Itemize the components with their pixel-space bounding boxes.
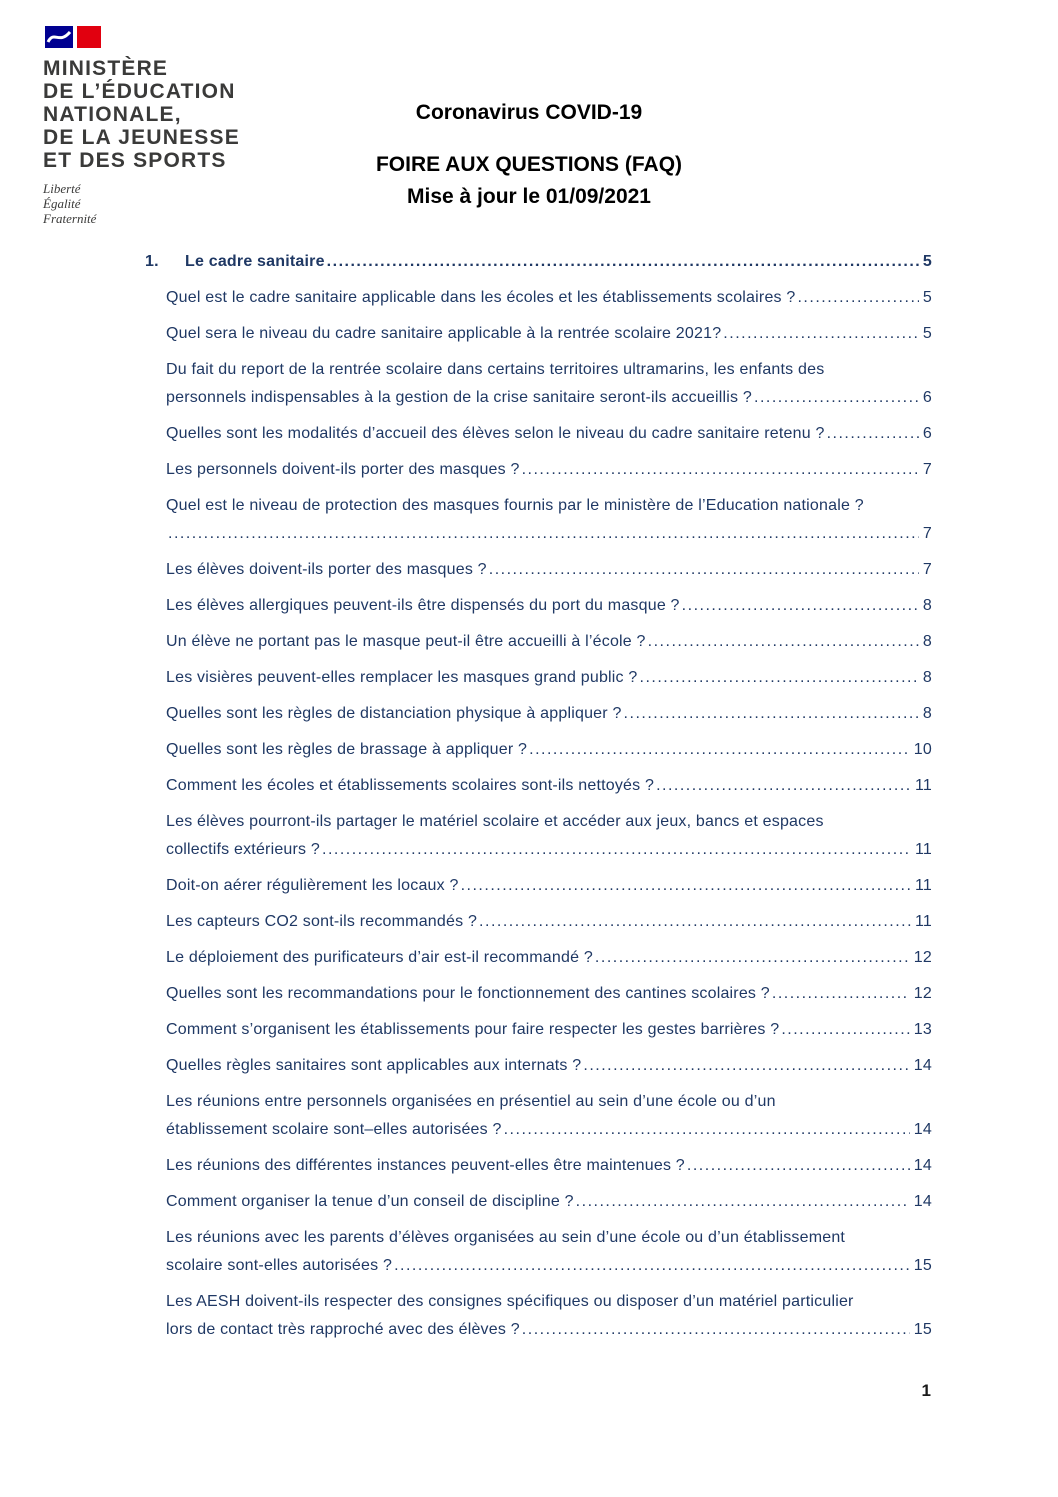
toc-entry-page-number: 8: [922, 597, 932, 614]
toc-entry: [145, 284, 932, 312]
toc-entry-page-number: 8: [922, 705, 932, 722]
toc-entry-lastline: [166, 1052, 932, 1080]
document-subtitle: FOIRE AUX QUESTIONS (FAQ): [375, 153, 683, 176]
toc-entry-lastline: [166, 556, 932, 584]
toc-entry-text: Les visières peuvent-elles remplacer les masques grand public ?: [166, 669, 638, 686]
toc-entry: [145, 736, 932, 764]
toc-entry-text: Comment s’organisent les établissements pour faire respecter les gestes barrières ?: [166, 1021, 780, 1038]
toc-entry-lastline: [166, 456, 932, 484]
toc-entry-page-number: 12: [913, 985, 932, 1002]
toc-entry: [145, 456, 932, 484]
toc-entry-lastline: [166, 1152, 932, 1180]
toc-leader-dots: [595, 944, 910, 972]
toc-entry-text: Quelles sont les modalités d’accueil des élèves selon le niveau du cadre sanitaire retenu ?: [166, 425, 825, 442]
toc-entry-page-number: 10: [913, 741, 932, 758]
ministry-line: MINISTÈRE: [43, 57, 169, 80]
toc-leader-dots: [640, 664, 919, 692]
toc-entry-text: Quel sera le niveau du cadre sanitaire applicable à la rentrée scolaire 2021?: [166, 325, 722, 342]
toc-entry-text: Les réunions des différentes instances peuvent-elles être maintenues ?: [166, 1157, 685, 1174]
toc-leader-dots: [827, 420, 919, 448]
toc-leader-dots: [461, 872, 911, 900]
toc-entry-lastline: [166, 628, 932, 656]
toc: [145, 248, 932, 1352]
toc-entry-page-number: 5: [922, 289, 932, 306]
toc-entry-lastline: [166, 836, 932, 864]
toc-leader-dots: [624, 700, 919, 728]
footer-page-number: 1: [921, 1381, 931, 1400]
toc-entry-text: Les AESH doivent-ils respecter des consignes spécifiques ou disposer d’un matériel particulier: [166, 1293, 854, 1310]
toc-entry: [145, 1152, 932, 1180]
toc-entry: [145, 1188, 932, 1216]
toc-entry: [145, 1224, 932, 1280]
toc-entry-text: Comment les écoles et établissements scolaires sont-ils nettoyés ?: [166, 777, 655, 794]
toc-entry-lastline: [166, 1316, 932, 1344]
toc-leader-dots: [781, 1016, 909, 1044]
toc-entry-text: Les réunions avec les parents d’élèves organisées au sein d’une école ou d’un établissement: [166, 1229, 846, 1246]
document-header: [0, 101, 1058, 209]
toc-leader-dots: [576, 1188, 910, 1216]
toc-leader-dots: [394, 1252, 910, 1280]
toc-entry-page-number: 11: [914, 841, 932, 858]
toc-entry: [145, 944, 932, 972]
toc-entry-text: collectifs extérieurs ?: [166, 841, 320, 858]
toc-entry-lastline: [166, 592, 932, 620]
toc-entry-page-number: 14: [913, 1057, 932, 1074]
toc-entry-text: Les élèves allergiques peuvent-ils être dispensés du port du masque ?: [166, 597, 680, 614]
toc-entry-text: Quel est le niveau de protection des masques fournis par le ministère de l’Education nationale ?: [166, 497, 864, 514]
toc-entry: [145, 420, 932, 448]
toc-entry-text: personnels indispensables à la gestion de la crise sanitaire seront-ils accueillis ?: [166, 389, 752, 406]
toc-entry: [145, 320, 932, 348]
toc-entry-lastline: [166, 736, 932, 764]
toc-entry-page-number: 14: [913, 1193, 932, 1210]
toc-entry-text: Comment organiser la tenue d’un conseil de discipline ?: [166, 1193, 574, 1210]
toc-entry-lastline: [166, 872, 932, 900]
toc-entry: [145, 592, 932, 620]
toc-entry-text: Les personnels doivent-ils porter des masques ?: [166, 461, 520, 478]
toc-entry-lastline: [166, 384, 932, 412]
toc-entry-lastline: [166, 284, 932, 312]
ministry-line: ET DES SPORTS: [43, 149, 227, 172]
toc-entry-text: lors de contact très rapproché avec des élèves ?: [166, 1321, 520, 1338]
toc-entry: [145, 772, 932, 800]
toc-entry-lastline: [166, 664, 932, 692]
toc-entry: [145, 700, 932, 728]
toc-entry-text: Quelles règles sanitaires sont applicables aux internats ?: [166, 1057, 582, 1074]
toc-entry: [145, 1052, 932, 1080]
french-flag-icon: [45, 26, 240, 48]
toc-leader-dots: [797, 284, 918, 312]
toc-leader-dots: [322, 836, 911, 864]
toc-leader-dots: [723, 320, 919, 348]
toc-entry-page-number: 6: [922, 389, 932, 406]
toc-entry-page-number: 8: [922, 669, 932, 686]
toc-entry-page-number: 15: [913, 1321, 932, 1338]
toc-entry: [145, 980, 932, 1008]
toc-entry: [145, 664, 932, 692]
toc-entry: [145, 492, 932, 548]
toc-entry-lastline: [166, 772, 932, 800]
toc-entry-page-number: 14: [913, 1157, 932, 1174]
toc-entry-text: Le cadre sanitaire: [185, 253, 325, 270]
toc-entry-text: Les élèves pourront-ils partager le matériel scolaire et accéder aux jeux, bancs et espaces: [166, 813, 824, 830]
toc-leader-dots: [648, 628, 919, 656]
toc-entry-text: Quelles sont les règles de distanciation physique à appliquer ?: [166, 705, 622, 722]
toc-entry-lastline: [166, 1116, 932, 1144]
document-title: Coronavirus COVID-19: [415, 101, 643, 124]
flag-red-panel: [77, 26, 101, 48]
toc-leader-dots: [772, 980, 910, 1008]
toc-leader-dots: [754, 384, 919, 412]
toc-leader-dots: [504, 1116, 910, 1144]
motto-line: Égalité: [43, 196, 81, 211]
toc-entry-page-number: 14: [913, 1121, 932, 1138]
toc-entry-text: Le déploiement des purificateurs d’air est-il recommandé ?: [166, 949, 593, 966]
toc-entry-text: Un élève ne portant pas le masque peut-il être accueilli à l’école ?: [166, 633, 646, 650]
toc-entry-text: Doit-on aérer régulièrement les locaux ?: [166, 877, 459, 894]
toc-entry-text: Les réunions entre personnels organisées en présentiel au sein d’une école ou d’un: [166, 1093, 776, 1110]
toc-entry-lastline: [166, 320, 932, 348]
toc-entry-page-number: 12: [913, 949, 932, 966]
toc-heading-entry: [145, 248, 932, 276]
toc-entry: [145, 908, 932, 936]
toc-entry-lastline: [166, 1188, 932, 1216]
ministry-line: DE LA JEUNESSE: [43, 126, 240, 149]
toc-entry: [145, 872, 932, 900]
toc-entry-lastline: [166, 980, 932, 1008]
toc-entry-page-number: 7: [922, 461, 932, 478]
toc-leader-dots: [489, 556, 919, 584]
toc-leader-dots: [522, 456, 919, 484]
toc-entry-page-number: 13: [913, 1021, 932, 1038]
motto-line: Liberté: [43, 181, 81, 196]
toc-entry-lastline: [166, 520, 932, 548]
toc-entry-lastline: [166, 1016, 932, 1044]
toc-leader-dots: [168, 520, 919, 548]
toc-leader-dots: [522, 1316, 910, 1344]
toc-entry-lastline: [166, 420, 932, 448]
toc-entry: [145, 556, 932, 584]
toc-entry: [145, 1088, 932, 1144]
toc-leader-dots: [656, 772, 911, 800]
toc-entry-lastline: [166, 908, 932, 936]
ministry-line: DE L’ÉDUCATION: [43, 80, 236, 103]
toc-entry-text: Les élèves doivent-ils porter des masques ?: [166, 561, 487, 578]
toc-leader-dots: [583, 1052, 909, 1080]
toc-entry-page-number: 8: [922, 633, 932, 650]
toc-entry: [145, 356, 932, 412]
toc-entry-lastline: [145, 248, 932, 276]
toc-entry-lastline: [166, 1252, 932, 1280]
toc-entry-text: Quel est le cadre sanitaire applicable dans les écoles et les établissements scolaires ?: [166, 289, 796, 306]
toc-entry-page-number: 11: [914, 913, 932, 930]
toc-leader-dots: [687, 1152, 910, 1180]
toc-leader-dots: [682, 592, 919, 620]
toc-entry-text: Quelles sont les recommandations pour le fonctionnement des cantines scolaires ?: [166, 985, 770, 1002]
toc-entry-text: Quelles sont les règles de brassage à appliquer ?: [166, 741, 528, 758]
document-update-date: Mise à jour le 01/09/2021: [407, 185, 651, 208]
toc-entry-page-number: 11: [914, 877, 932, 894]
toc-entry-text: scolaire sont-elles autorisées ?: [166, 1257, 393, 1274]
toc-leader-dots: [479, 908, 911, 936]
marianne-icon: [45, 26, 73, 48]
toc-entry-text: Les capteurs CO2 sont-ils recommandés ?: [166, 913, 478, 930]
motto-line: Fraternité: [43, 211, 97, 226]
toc-entry: [145, 1016, 932, 1044]
flag-blue-panel-marianne-icon: [45, 26, 73, 48]
toc-entry: [145, 1288, 932, 1344]
toc-entry: [145, 628, 932, 656]
toc-entry-page-number: 6: [922, 425, 932, 442]
ministry-line: NATIONALE,: [43, 103, 182, 126]
toc-entry-number: 1.: [145, 253, 159, 270]
toc-entry-page-number: 11: [914, 777, 932, 794]
toc-entry-page-number: 5: [922, 325, 932, 342]
toc-entry-lastline: [166, 944, 932, 972]
toc-entry-page-number: 7: [922, 561, 932, 578]
toc-leader-dots: [529, 736, 910, 764]
toc-entry-text: établissement scolaire sont–elles autorisées ?: [166, 1121, 502, 1138]
toc-entry-page-number: 7: [922, 525, 932, 542]
toc-entry-page-number: 5: [922, 253, 932, 270]
toc-entry-text: Du fait du report de la rentrée scolaire dans certains territoires ultramarins, les enfants des: [166, 361, 825, 378]
toc-leader-dots: [327, 248, 919, 276]
toc-entry-lastline: [166, 700, 932, 728]
toc-entry: [145, 808, 932, 864]
toc-entry-page-number: 15: [913, 1257, 932, 1274]
